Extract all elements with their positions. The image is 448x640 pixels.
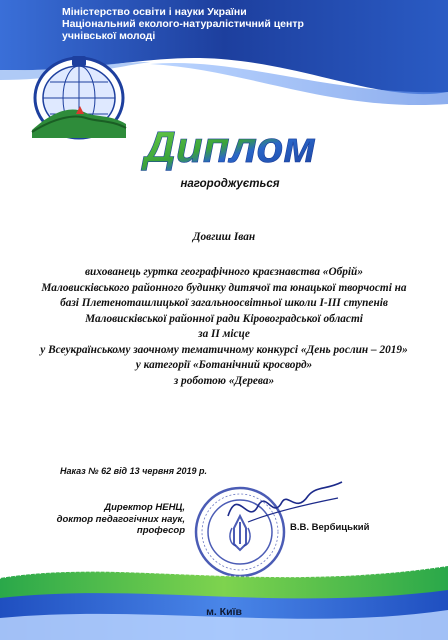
signatory-title-line: доктор педагогічних наук, <box>56 513 185 525</box>
description-line: з роботою «Дерева» <box>173 374 275 387</box>
signatory-title <box>40 502 185 537</box>
order-reference: Наказ № 62 від 13 червня 2019 р. <box>60 466 208 476</box>
issuer-header <box>62 6 362 42</box>
footer-wave-decoration <box>0 548 448 640</box>
recipient-name: Довгиш Іван <box>192 231 256 243</box>
header-line-ministry: Міністерство освіти і науки України <box>62 6 247 18</box>
header-line-youth: учнівської молоді <box>62 30 156 42</box>
description-line: за ІІ місце <box>198 328 250 340</box>
signatory-title-line: професор <box>136 525 185 536</box>
description-line: у категорії «Ботанічний кросворд» <box>135 359 313 371</box>
signatory-name: В.В. Вербицький <box>290 522 370 533</box>
globe-logo-icon <box>24 52 134 148</box>
description-line: вихованець гуртка географічного краєзнавства «Обрій» <box>85 266 363 278</box>
title-text: Диплом <box>144 123 316 172</box>
signatory-title-line: Директор НЕНЦ, <box>104 502 185 513</box>
city-label: м. Київ <box>206 606 242 618</box>
description-line: базі Плетеноташлицької загальноосвітньої школи І-ІІІ ступенів <box>60 297 388 309</box>
description-line: Маловисківської районної ради Кіровоградської області <box>85 312 363 325</box>
subtitle: нагороджується <box>180 178 280 190</box>
diploma-title <box>140 118 320 172</box>
header-line-center: Національний еколого-натуралістичний центр <box>62 18 304 30</box>
description-line: у Всеукраїнському заочному тематичному конкурсі «День рослин – 2019» <box>40 343 408 356</box>
award-description <box>30 265 418 389</box>
description-line: Маловисківського районного будинку дитячої та юнацької творчості на <box>41 281 407 294</box>
